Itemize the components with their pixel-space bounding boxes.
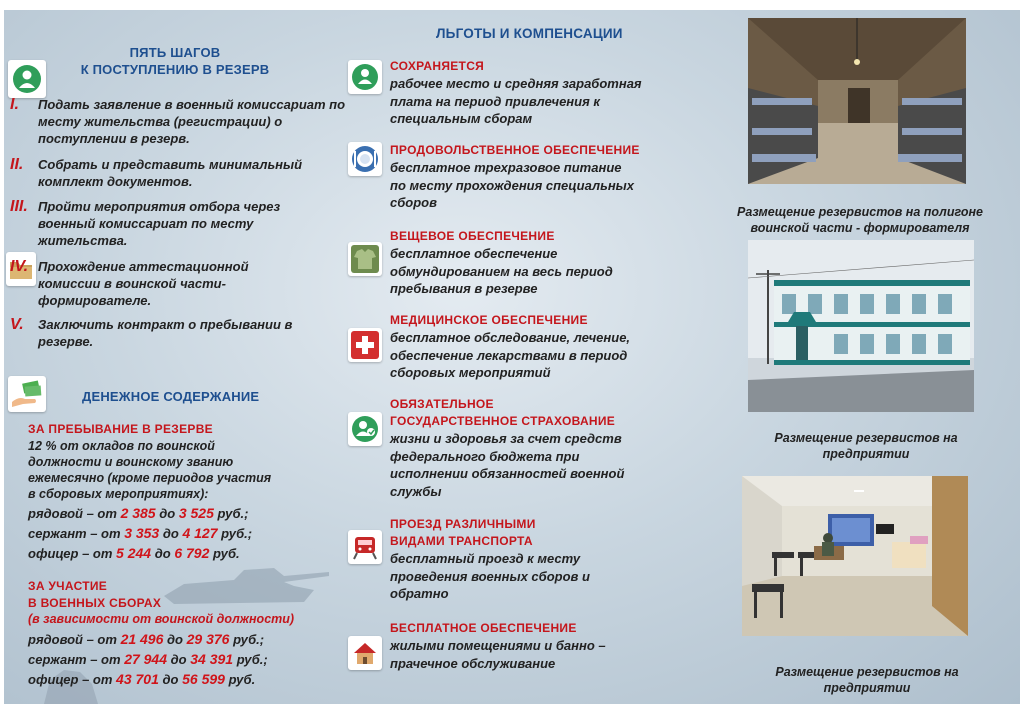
benefit-text-line: бесплатное трехразовое питание xyxy=(390,160,622,175)
pay-to-word: до xyxy=(154,546,171,561)
benefit-text-line: бесплатное обеспечение xyxy=(390,246,558,261)
benefit-title: СОХРАНЯЕТСЯ xyxy=(390,59,485,73)
rank-label: офицер – от xyxy=(28,672,113,687)
pay-to: 29 376 xyxy=(186,631,230,647)
benefit-text-line: жилыми помещениями и банно – xyxy=(390,638,606,653)
step-number: IV. xyxy=(10,258,29,275)
benefit-text-line: пребывания в резерве xyxy=(390,281,538,296)
reserve-desc-line: ежемесячно (кроме периодов участия xyxy=(28,471,272,485)
camp-pay-row-officer xyxy=(28,670,255,689)
benefit-title: ПРОЕЗД РАЗЛИЧНЫМИ xyxy=(390,517,536,531)
reserve-pay-row-officer xyxy=(28,544,240,563)
step-text: Подать заявление в военный комиссариат по месту жительства (регистрации) о поступлении в резерв. xyxy=(38,97,346,146)
benefit-text-line: обратно xyxy=(390,586,449,601)
benefit-text-line: плата на период привлечения к xyxy=(390,93,600,109)
pay-to-word: до xyxy=(159,506,176,521)
pay-to-word: до xyxy=(170,652,187,667)
step-number: III. xyxy=(10,198,28,215)
rank-label: рядовой – от xyxy=(28,632,117,647)
benefit-text-line: сборовых мероприятий xyxy=(390,365,551,380)
camp-title-line: В ВОЕННЫХ СБОРАХ xyxy=(28,596,162,610)
benefit-text-line: службы xyxy=(390,483,442,499)
benefit-job-retention xyxy=(390,58,690,128)
benefit-text-line: жизни и здоровья за счет средств xyxy=(390,431,622,446)
benefit-title-line-2: ВИДАМИ ТРАНСПОРТА xyxy=(390,534,533,548)
step-text: Собрать и представить минимальный комплект документов. xyxy=(38,157,303,189)
pay-to: 4 127 xyxy=(182,525,218,541)
step-number: V. xyxy=(10,316,24,333)
reserve-desc-line: 12 % от окладов по воинской xyxy=(28,439,215,453)
reserve-pay-row-private xyxy=(28,504,249,523)
benefit-text-line: специальным сборам xyxy=(390,111,533,126)
pay-to-word: до xyxy=(167,632,183,647)
pay-to: 6 792 xyxy=(174,545,210,561)
steps-title-line-1: ПЯТЬ ШАГОВ xyxy=(129,45,221,60)
room-caption xyxy=(744,664,990,696)
money-hand-icon xyxy=(8,376,46,412)
rank-label: сержант – от xyxy=(28,526,121,541)
interior-room-photo xyxy=(742,476,968,636)
uniform-icon xyxy=(348,242,382,276)
benefit-text-line: исполнении обязанностей военной xyxy=(390,466,625,481)
steps-title xyxy=(80,44,270,78)
benefit-text-line: рабочее место и средняя заработная xyxy=(390,76,642,91)
person-icon xyxy=(8,60,46,98)
benefit-text-line: проведения военных сборов и xyxy=(390,568,590,584)
benefit-text-line: федерального бюджета при xyxy=(390,448,580,464)
food-plate-icon xyxy=(348,142,382,176)
pay-to: 56 599 xyxy=(182,671,225,687)
step-text: Пройти мероприятия отбора через военный комиссариат по месту жительства. xyxy=(38,199,281,248)
pay-unit: руб.; xyxy=(217,506,249,521)
reserve-desc-line: должности и воинскому званию xyxy=(28,455,234,469)
train-icon xyxy=(348,530,382,564)
benefit-title: БЕСПЛАТНОЕ ОБЕСПЕЧЕНИЕ xyxy=(390,621,577,635)
step-number: I. xyxy=(10,96,19,113)
benefit-food xyxy=(390,142,690,212)
pay-unit: руб. xyxy=(213,546,240,561)
steps-title-line-2: К ПОСТУПЛЕНИЮ В РЕЗЕРВ xyxy=(80,62,270,77)
caption-line: воинской части - формирователя xyxy=(750,221,970,235)
pay-to: 3 525 xyxy=(178,505,214,521)
benefit-title: ОБЯЗАТЕЛЬНОЕ xyxy=(390,397,494,411)
benefit-text-line: бесплатный проезд к месту xyxy=(390,551,581,566)
benefit-title: МЕДИЦИНСКОЕ ОБЕСПЕЧЕНИЕ xyxy=(390,313,588,327)
step-text: Заключить контракт о пребывании в резерве. xyxy=(38,317,293,349)
benefit-text-line: сборов xyxy=(390,195,437,210)
step-number: II. xyxy=(10,156,24,173)
benefit-title: ПРОДОВОЛЬСТВЕННОЕ ОБЕСПЕЧЕНИЕ xyxy=(390,143,640,157)
benefit-transport xyxy=(390,516,690,603)
pay-from: 21 496 xyxy=(120,631,164,647)
pay-unit: руб.; xyxy=(221,526,253,541)
camp-title-line: ЗА УЧАСТИЕ xyxy=(28,579,108,593)
rank-label: сержант – от xyxy=(28,652,121,667)
pay-unit: руб.; xyxy=(236,652,268,667)
pay-from: 5 244 xyxy=(116,545,152,561)
modular-building-photo xyxy=(748,240,974,412)
building-caption xyxy=(720,430,1012,462)
benefits-title: ЛЬГОТЫ И КОМПЕНСАЦИИ xyxy=(436,26,623,41)
benefit-text-line: по месту прохождения специальных xyxy=(390,177,634,193)
caption-line: Размещение резервистов на полигоне xyxy=(737,205,983,219)
rank-label: офицер – от xyxy=(28,546,113,561)
pay-from: 2 385 xyxy=(120,505,156,521)
benefit-clothing xyxy=(390,228,690,298)
pay-from: 43 701 xyxy=(116,671,159,687)
camp-pay-title xyxy=(28,578,161,612)
benefit-housing xyxy=(390,620,690,672)
step-text: Прохождение аттестационной комиссии в воинской части-формирователе. xyxy=(38,259,249,308)
benefit-insurance xyxy=(390,396,690,500)
barracks-photo xyxy=(748,18,966,184)
benefit-title: ВЕЩЕВОЕ ОБЕСПЕЧЕНИЕ xyxy=(390,229,555,243)
camp-pay-row-private xyxy=(28,630,264,649)
benefit-title-line-2: ГОСУДАРСТВЕННОЕ СТРАХОВАНИЕ xyxy=(390,414,616,428)
reserve-pay-title: ЗА ПРЕБЫВАНИЕ В РЕЗЕРВЕ xyxy=(28,422,213,436)
pay-to-word: до xyxy=(162,672,179,687)
pay-from: 3 353 xyxy=(124,525,160,541)
camp-pay-row-sergeant xyxy=(28,650,268,669)
rank-label: рядовой – от xyxy=(28,506,117,521)
insurance-person-icon xyxy=(348,412,382,446)
benefit-text-line: обеспечение лекарствами в период xyxy=(390,347,628,363)
barracks-caption xyxy=(704,204,1016,236)
reserve-desc-line: в сборовых мероприятиях): xyxy=(28,487,209,501)
benefit-medical xyxy=(390,312,690,382)
house-icon xyxy=(348,636,382,670)
pay-from: 27 944 xyxy=(124,651,168,667)
pay-unit: руб. xyxy=(228,672,256,687)
caption-line: предприятии xyxy=(822,447,910,461)
benefit-text-line: бесплатное обследование, лечение, xyxy=(390,330,631,345)
caption-line: Размещение резервистов на xyxy=(775,665,959,679)
person-check-icon xyxy=(348,60,382,94)
pay-to-word: до xyxy=(162,526,179,541)
brochure-page xyxy=(4,10,1020,704)
benefit-text-line: обмундированием на весь период xyxy=(390,263,613,279)
caption-line: Размещение резервистов на xyxy=(774,431,958,445)
benefit-text-line: прачечное обслуживание xyxy=(390,655,556,671)
reserve-pay-description xyxy=(28,438,328,502)
pay-unit: руб.; xyxy=(233,632,265,647)
medical-cross-icon xyxy=(348,328,382,362)
camp-pay-note: (в зависимости от воинской должности) xyxy=(28,612,295,626)
tank-watermark xyxy=(144,556,334,616)
caption-line: предприятии xyxy=(823,681,911,695)
pay-to: 34 391 xyxy=(190,651,234,667)
reserve-pay-row-sergeant xyxy=(28,524,252,543)
pay-title: ДЕНЕЖНОЕ СОДЕРЖАНИЕ xyxy=(82,389,260,404)
